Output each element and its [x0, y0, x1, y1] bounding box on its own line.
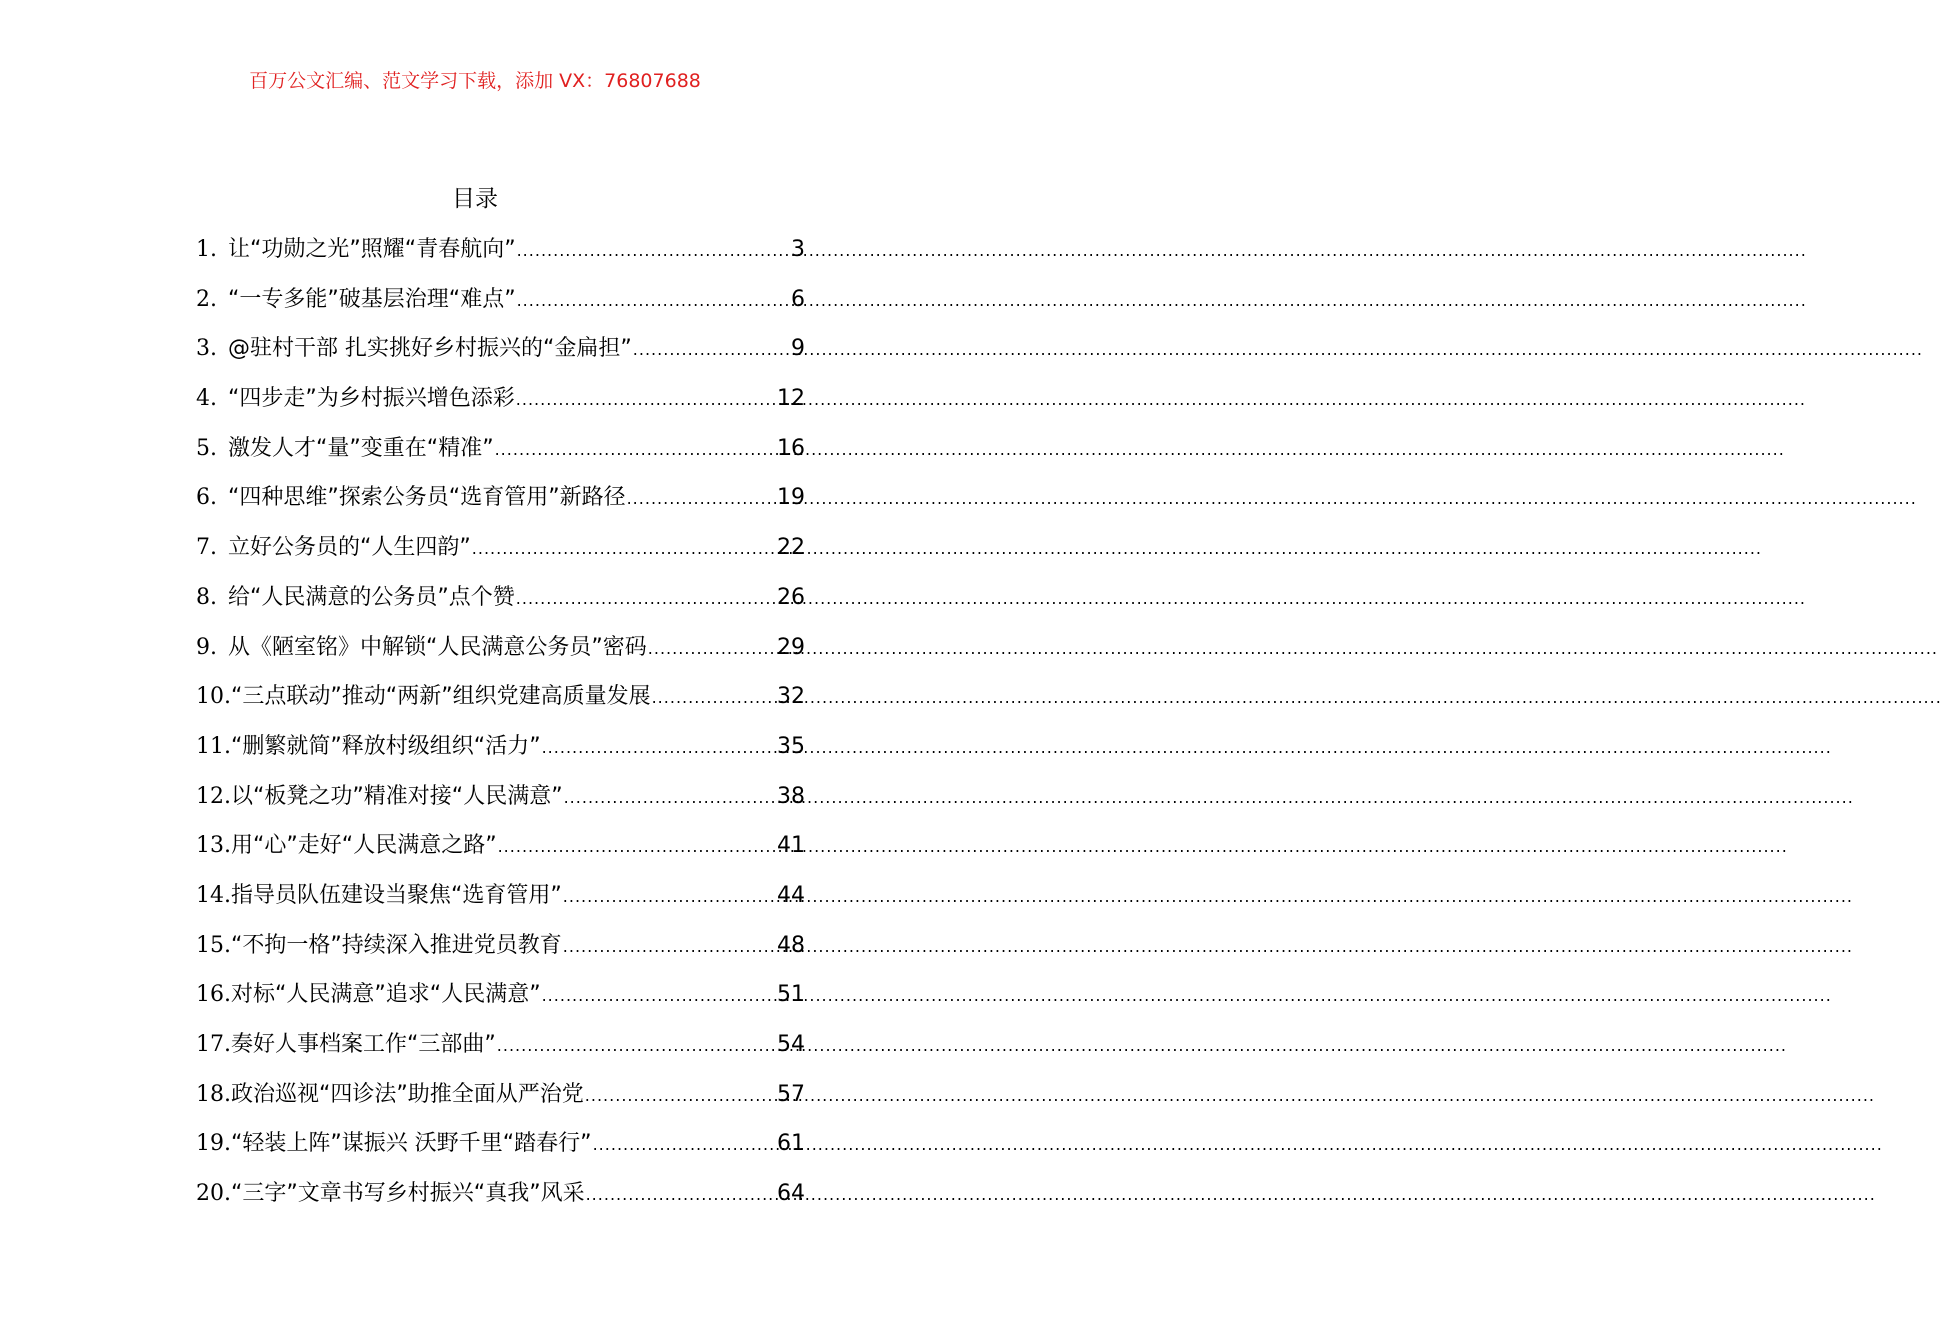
toc-entry-number: 8.: [196, 584, 217, 610]
toc-entry-7[interactable]: [196, 525, 805, 575]
toc-entry-number: 9.: [196, 634, 217, 660]
toc-entry-20[interactable]: [196, 1171, 805, 1221]
toc-entry-9[interactable]: [196, 625, 805, 675]
toc-entry-page: 19: [777, 485, 805, 511]
toc-dot-leader: [648, 626, 776, 672]
toc-list: [196, 227, 805, 1221]
toc-entry-number: 17.: [196, 1032, 231, 1057]
toc-entry-page: 44: [777, 882, 805, 908]
toc-entry-title: 激发人才“量”变重在“精准”: [228, 435, 494, 461]
toc-entry-page: 26: [777, 584, 805, 610]
toc-entry-11[interactable]: [196, 724, 805, 774]
toc-entry-title: “不拘一格”持续深入推进党员教育: [231, 932, 562, 958]
toc-entry-page: 51: [777, 982, 805, 1008]
toc-entry-number: 16.: [196, 982, 231, 1008]
toc-entry-number: 2.: [196, 286, 217, 312]
toc-entry-title: “三字”文章书写乡村振兴“真我”风采: [231, 1181, 585, 1207]
toc-entry-title: 立好公务员的“人生四韵”: [228, 535, 471, 561]
toc-entry-16[interactable]: [196, 972, 805, 1022]
toc-entry-12[interactable]: [196, 774, 805, 824]
toc-dot-leader: [497, 1023, 776, 1069]
toc-entry-title: @驻村干部 扎实挑好乡村振兴的“金扁担”: [228, 336, 632, 362]
toc-entry-number: 20.: [196, 1181, 231, 1207]
toc-entry-title: “轻装上阵”谋振兴 沃野千里“踏春行”: [231, 1131, 592, 1157]
toc-entry-title: 以“板凳之功”精准对接“人民满意”: [231, 783, 563, 809]
toc-entry-page: 35: [777, 733, 805, 759]
toc-dot-leader: [564, 775, 776, 821]
toc-entry-number: 1.: [196, 237, 217, 262]
toc-entry-number: 5.: [196, 435, 217, 461]
toc-dot-leader: [563, 874, 776, 920]
toc-entry-page: 41: [777, 833, 805, 859]
toc-entry-title: 给“人民满意的公务员”点个赞: [228, 584, 515, 610]
header-watermark-note: 百万公文汇编、范文学习下载，添加 VX：76807688: [249, 70, 701, 92]
toc-entry-14[interactable]: [196, 873, 805, 923]
toc-entry-number: 12.: [196, 783, 231, 809]
toc-entry-title: 从《陋室铭》中解锁“人民满意公务员”密码: [228, 634, 647, 660]
toc-entry-number: 13.: [196, 833, 231, 859]
toc-entry-title: 奏好人事档案工作“三部曲”: [231, 1032, 496, 1057]
toc-entry-number: 14.: [196, 882, 231, 908]
toc-entry-8[interactable]: [196, 575, 805, 625]
toc-entry-number: 3.: [196, 336, 217, 362]
toc-entry-17[interactable]: [196, 1022, 805, 1072]
toc-entry-title: 对标“人民满意”追求“人民满意”: [231, 982, 541, 1008]
toc-entry-page: 3: [791, 237, 805, 262]
toc-dot-leader: [586, 1172, 776, 1218]
toc-entry-13[interactable]: [196, 823, 805, 873]
toc-entry-page: 48: [777, 932, 805, 958]
toc-entry-5[interactable]: [196, 426, 805, 476]
toc-entry-page: 22: [777, 535, 805, 561]
toc-entry-number: 7.: [196, 535, 217, 561]
toc-entry-10[interactable]: [196, 674, 805, 724]
toc-entry-page: 61: [777, 1131, 805, 1157]
toc-entry-19[interactable]: [196, 1121, 805, 1171]
toc-dot-leader: [516, 576, 776, 622]
toc-dot-leader: [495, 427, 776, 473]
toc-entry-18[interactable]: [196, 1072, 805, 1122]
toc-entry-title: 用“心”走好“人民满意之路”: [231, 833, 497, 859]
toc-entry-page: 57: [777, 1081, 805, 1107]
toc-entry-4[interactable]: [196, 376, 805, 426]
toc-entry-page: 12: [777, 386, 805, 412]
toc-dot-leader: [585, 1073, 776, 1119]
toc-entry-page: 64: [777, 1181, 805, 1207]
toc-dot-leader: [593, 1122, 776, 1168]
toc-entry-6[interactable]: [196, 475, 805, 525]
toc-dot-leader: [542, 725, 776, 771]
toc-entry-title: “四种思维”探索公务员“选育管用”新路径: [228, 485, 626, 511]
toc-entry-title: “三点联动”推动“两新”组织党建高质量发展: [231, 684, 651, 710]
toc-entry-page: 16: [777, 435, 805, 461]
toc-entry-number: 11.: [196, 733, 231, 759]
toc-entry-title: 让“功勋之光”照耀“青春航向”: [228, 237, 516, 262]
toc-entry-page: 6: [791, 286, 805, 312]
toc-entry-title: “一专多能”破基层治理“难点”: [228, 286, 516, 312]
toc-entry-1[interactable]: [196, 227, 805, 277]
toc-entry-2[interactable]: [196, 277, 805, 327]
toc-entry-15[interactable]: [196, 923, 805, 973]
toc-entry-title: “删繁就简”释放村级组织“活力”: [231, 733, 541, 759]
toc-dot-leader: [472, 526, 776, 572]
toc-entry-title: 政治巡视“四诊法”助推全面从严治党: [231, 1081, 584, 1107]
toc-entry-number: 19.: [196, 1131, 231, 1157]
toc-entry-number: 4.: [196, 386, 217, 412]
toc-entry-title: 指导员队伍建设当聚焦“选育管用”: [231, 882, 562, 908]
toc-entry-number: 6.: [196, 485, 217, 511]
toc-dot-leader: [563, 924, 776, 970]
toc-entry-page: 32: [777, 684, 805, 710]
toc-entry-number: 15.: [196, 932, 231, 958]
toc-entry-title: “四步走”为乡村振兴增色添彩: [228, 386, 515, 412]
toc-dot-leader: [517, 228, 790, 274]
toc-dot-leader: [517, 278, 790, 324]
toc-dot-leader: [627, 476, 776, 522]
toc-dot-leader: [652, 675, 776, 721]
toc-title: 目录: [452, 186, 498, 212]
toc-dot-leader: [498, 824, 776, 870]
toc-entry-page: 54: [777, 1032, 805, 1057]
toc-dot-leader: [542, 973, 776, 1019]
toc-entry-page: 38: [777, 783, 805, 809]
toc-entry-3[interactable]: [196, 326, 805, 376]
toc-entry-number: 18.: [196, 1081, 231, 1107]
toc-dot-leader: [633, 327, 790, 373]
toc-entry-page: 29: [777, 634, 805, 660]
toc-entry-number: 10.: [196, 684, 231, 710]
toc-entry-page: 9: [791, 336, 805, 362]
toc-dot-leader: [516, 377, 776, 423]
